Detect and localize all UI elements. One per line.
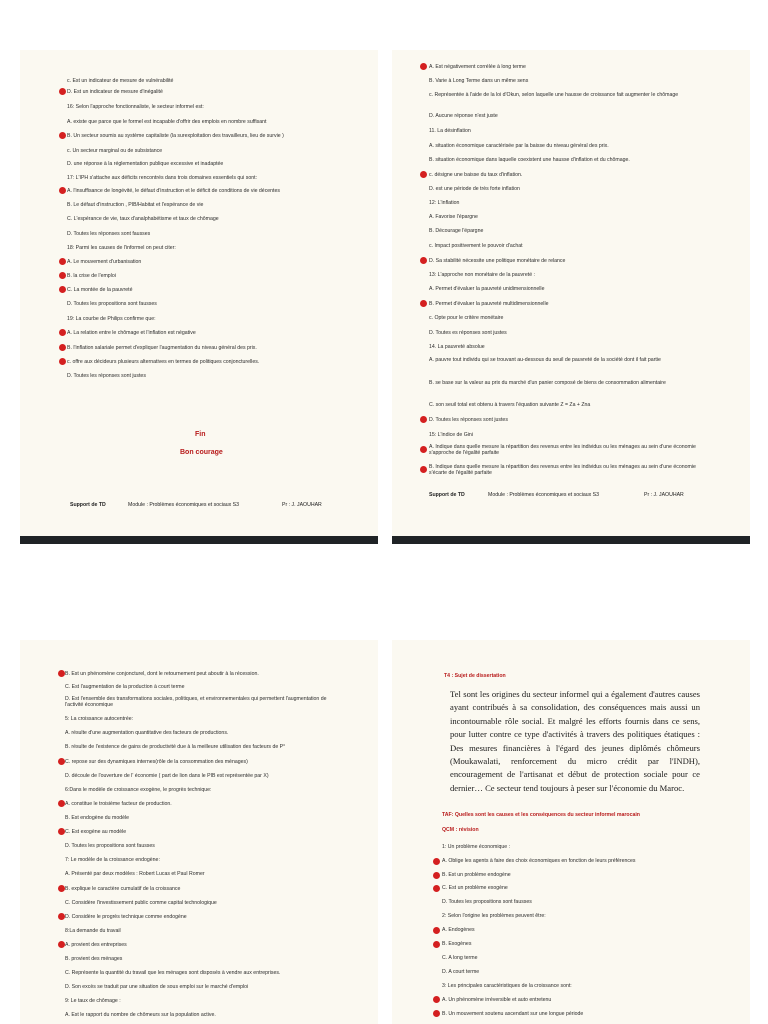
footer-prof: Pr : J. JAOUHAR [644,492,684,498]
text-line: A. provient des entreprises [65,942,127,948]
text-line: c. Représentée à l'aide de la loi d'Okun, selon laquelle une hausse de croissance fait augmenter le chômage [429,92,679,98]
text-line: D. est une période de très forte inflation [429,186,520,192]
text-line: 18: Parmi les causes de l'informel on peut citer: [67,245,176,251]
text-line: 14. La pauvreté absolue [429,344,485,350]
answer-dot [58,670,65,677]
text-line: C. son seuil total est obtenu à travers l'équation suivante Z = Za + Zna [429,402,591,408]
answer-dot [420,466,427,473]
text-line: c. Impact positivement le pouvoir d'achat [429,243,523,249]
text-line: B. l'inflation salariale permet d'expliquer l'augmentation du niveau général des prix. [67,345,257,351]
text-line: c. Est un indicateur de mesure de vulnérabilité [67,78,174,84]
answer-dot [59,187,66,194]
text-line: C. repose sur des dynamiques internes(rôle de la consommation des ménages) [65,759,248,765]
answer-dot [58,941,65,948]
bon-courage-label: Bon courage [180,449,223,456]
text-line: A. Est le rapport du nombre de chômeurs sur la population active. [65,1012,216,1018]
answer-dot [58,913,65,920]
dissertation-heading: T4 : Sujet de dissertation [444,673,506,679]
text-line: 5: La croissance autocentrée: [65,716,134,722]
footer-prof: Pr : J. JAOUHAR [282,502,322,508]
text-line: B. Exogènes [442,941,472,947]
text-line: B. Varie à Long Terme dans un même sens [429,78,529,84]
page-3 [20,640,378,1024]
text-line: A. Endogènes [442,927,475,933]
text-line: 11. La désinflation [429,128,471,134]
text-line: 17: L'IPH s'attache aux déficits rencontrés dans trois domaines essentiels qui sont: [67,175,257,181]
text-line: 2: Selon l'origine les problèmes peuvent être: [442,913,546,919]
text-line: B. résulte de l'existence de gains de productivité due à la meilleure utilisation des facteurs de P° [65,744,286,750]
text-line: B. la crise de l'emploi [67,273,116,279]
scan-edge [392,536,750,544]
text-line: B. Indique dans quelle mesure la répartition des revenus entre les individus ou les ménages au sein d'une économie s'écarte de l'égalité parfaite [429,464,696,476]
answer-dot [420,257,427,264]
text-line: A. résulte d'une augmentation quantitative des facteurs de productions. [65,730,229,736]
answer-dot [420,300,427,307]
answer-dot [58,885,65,892]
text-line: D. Toutes les réponses sont justes [429,417,508,423]
text-line: A. existe que parce que le formel est incapable d'offrir des emplois en nombre suffisant [67,119,267,125]
text-line: A. Permet d'évaluer la pauvreté unidimensionnelle [429,286,545,292]
page-1 [20,50,378,544]
text-line: 13: L'approche non monétaire de la pauvreté : [429,272,535,278]
text-line: A. Indique dans quelle mesure la répartition des revenus entre les individus ou les ménages au sein d'une économie s'approche de l'égalité parfaite [429,444,696,456]
text-line: C. Représente la quantité du travail que les ménages sont disposés à vendre aux entreprises. [65,970,281,976]
text-line: A. Oblige les agents à faire des choix économiques en fonction de leurs préférences [442,858,636,864]
text-line: D. une réponse à la réglementation publique excessive et inadaptée [67,161,224,167]
answer-dot [433,927,440,934]
footer-support: Support de TD [70,502,106,508]
answer-dot [58,758,65,765]
answer-dot [59,344,66,351]
answer-dot [420,446,427,453]
answer-dot [58,828,65,835]
text-line: D. Aucune réponse n'est juste [429,113,498,119]
text-line: A. situation économique caractérisée par la baisse du niveau général des prix. [429,143,609,149]
text-line: c. offre aux décideurs plusieurs alternatives en termes de politiques conjoncturelles. [67,359,260,365]
text-line: 19: La courbe de Philips confirme que: [67,316,156,322]
text-line: A. Est négativement corrélée à long terme [429,64,526,70]
text-line: B. Permet d'évaluer la pauvreté multidimensionnelle [429,301,549,307]
text-line: 3: Les principales caractéristiques de la croissance sont: [442,983,572,989]
answer-dot [59,286,66,293]
text-line: B. situation économique dans laquelle coexistent une hausse d'inflation et du chômage. [429,157,630,163]
text-line: B. Est un problème endogène [442,872,511,878]
text-line: C. L'espérance de vie, taux d'analphabétisme et taux de chômage [67,216,219,222]
text-line: D. Toutes les propositions sont fausses [65,843,155,849]
fin-label: Fin [195,431,206,438]
text-line: D. Est un indicateur de mesure d'inégalité [67,89,163,95]
text-line: A. Favorise l'épargne [429,214,478,220]
answer-dot [420,63,427,70]
text-line: C. A long terme [442,955,478,961]
text-line: D. Considère le progrès technique comme endogène [65,914,187,920]
text-line: 9: Le taux de chômage : [65,998,121,1004]
text-line: 7: Le modèle de la croissance endogène: [65,857,160,863]
text-line: A. La relation entre le chômage et l'inflation est négative [67,330,196,336]
text-line: C. Est l'augmentation de la production à court terme [65,684,185,690]
text-line: D. A court terme [442,969,480,975]
footer-support: Support de TD [429,492,465,498]
text-line: 16: Selon l'approche fonctionnaliste, le secteur informel est: [67,104,204,110]
scan-edge [20,536,378,544]
answer-dot [59,358,66,365]
footer-module: Module : Problèmes économiques et sociaux S3 [128,502,240,508]
text-line: A. constitue le troisième facteur de production. [65,801,172,807]
text-line: D. Toutes les propositions sont fausses [442,899,532,905]
text-line: B. Est un phénomène conjoncturel, dont le retournement peut aboutir à la récession. [65,671,259,677]
text-line: D. Toutes les réponses sont fausses [67,231,151,237]
text-line: A. pauvre tout individu qui se trouvant au-dessous du seuil de pauvreté de la société dont il fait partie [429,357,661,363]
text-line: B. Un secteur soumis au système capitaliste (la surexploitation des travailleurs, lieu de survie ) [67,133,284,139]
text-line: B. provient des ménages [65,956,123,962]
page-2 [392,50,750,544]
text-line: 8:La demande du travail [65,928,121,934]
answer-dot [433,1010,440,1017]
page-4 [392,640,750,1024]
text-line: A. l'insuffisance de longévité, le défaut d'instruction et le déficit de conditions de vie décentes [67,188,280,194]
text-line: C. Est exogène au modèle [65,829,127,835]
text-line: A. Le mouvement d'urbanisation [67,259,142,265]
text-line: c. désigne une baisse du taux d'inflation. [429,172,523,178]
text-line: c. Opte pour le critère monétaire [429,315,504,321]
text-line: D. découle de l'ouverture de l' économie ( part de lion dans le PIB est représentée par X) [65,773,269,779]
qcm-heading: QCM : révision [442,827,479,833]
answer-dot [433,996,440,1003]
answer-dot [59,132,66,139]
answer-dot [59,88,66,95]
text-line: D. Toutes es réponses sont justes [429,330,507,336]
text-line: A. Un phénomène irréversible et auto entretenu [442,997,552,1003]
text-line: B. se base sur la valeur au prix du marché d'un panier composé de biens de consommation alimentaire [429,380,666,386]
text-line: B. Est endogène du modèle [65,815,130,821]
text-line: D. Sa stabilité nécessite une politique monétaire de relance [429,258,566,264]
answer-dot [420,171,427,178]
text-line: B. Le défaut d'instruction , PIB/Habitat et l'espérance de vie [67,202,204,208]
answer-dot [433,858,440,865]
text-line: D. Son excès se traduit par une situation de sous emploi sur le marché d'emploi [65,984,249,990]
answer-dot [59,329,66,336]
text-line: 12: L'inflation [429,200,460,206]
answer-dot [59,272,66,279]
text-line: B. Un mouvement soutenu ascendant sur une longue période [442,1011,584,1017]
answer-dot [420,416,427,423]
text-line: 6:Dans le modèle de croissance exogène, le progrès technique: [65,787,212,793]
text-line: D. Toutes les propositions sont fausses [67,301,157,307]
text-line: C. Considère l'investissement public comme capital technologique [65,900,217,906]
taf-heading: TAF: Quelles sont les causes et les conséquences du secteur informel marocain [442,812,640,818]
text-line: C. Est un problème exogène [442,885,508,891]
answer-dot [433,885,440,892]
text-line: C. La montée de la pauvreté [67,287,133,293]
answer-dot [59,258,66,265]
text-line: D. Toutes les réponses sont justes [67,373,146,379]
text-line: D. Est l'ensemble des transformations sociales, politiques, et environnementales qui permettent l'augmentation de l'activité économique [65,696,327,708]
text-line: c. Un secteur marginal ou de subsistance [67,148,163,154]
footer-module: Module : Problèmes économiques et sociaux S3 [488,492,600,498]
text-line: 15: L'indice de Gini [429,432,473,438]
dissertation-text: Tel sont les origines du secteur informel qui a également d'autres causes ayant contribués à sa consolidation, des conséquences mais aussi un incontournable rôle social. Et malgré les efforts fournis dans ce sens, pour lutter contre ce type d'activités à travers des politiques étatiques : Des mesures financières à l'égard des jeunes diplômés chômeurs (Moukawalati, renforcement du micro crédit par l'INDH), encouragement de l'artisanat et début de protection sociale pour ce dernier… Ce secteur tend toujours à peser sur l'économie du Maroc. [450,689,700,793]
text-line: 1: Un problème économique : [442,844,511,850]
answer-dot [433,872,440,879]
answer-dot [433,941,440,948]
answer-dot [58,800,65,807]
text-line: B. Décourage l'épargne [429,228,484,234]
text-line: B. explique le caractère cumulatif de la croissance [65,886,181,892]
text-line: A. Présenté par deux modèles : Robert Lucas et Paul Romer [65,871,205,877]
